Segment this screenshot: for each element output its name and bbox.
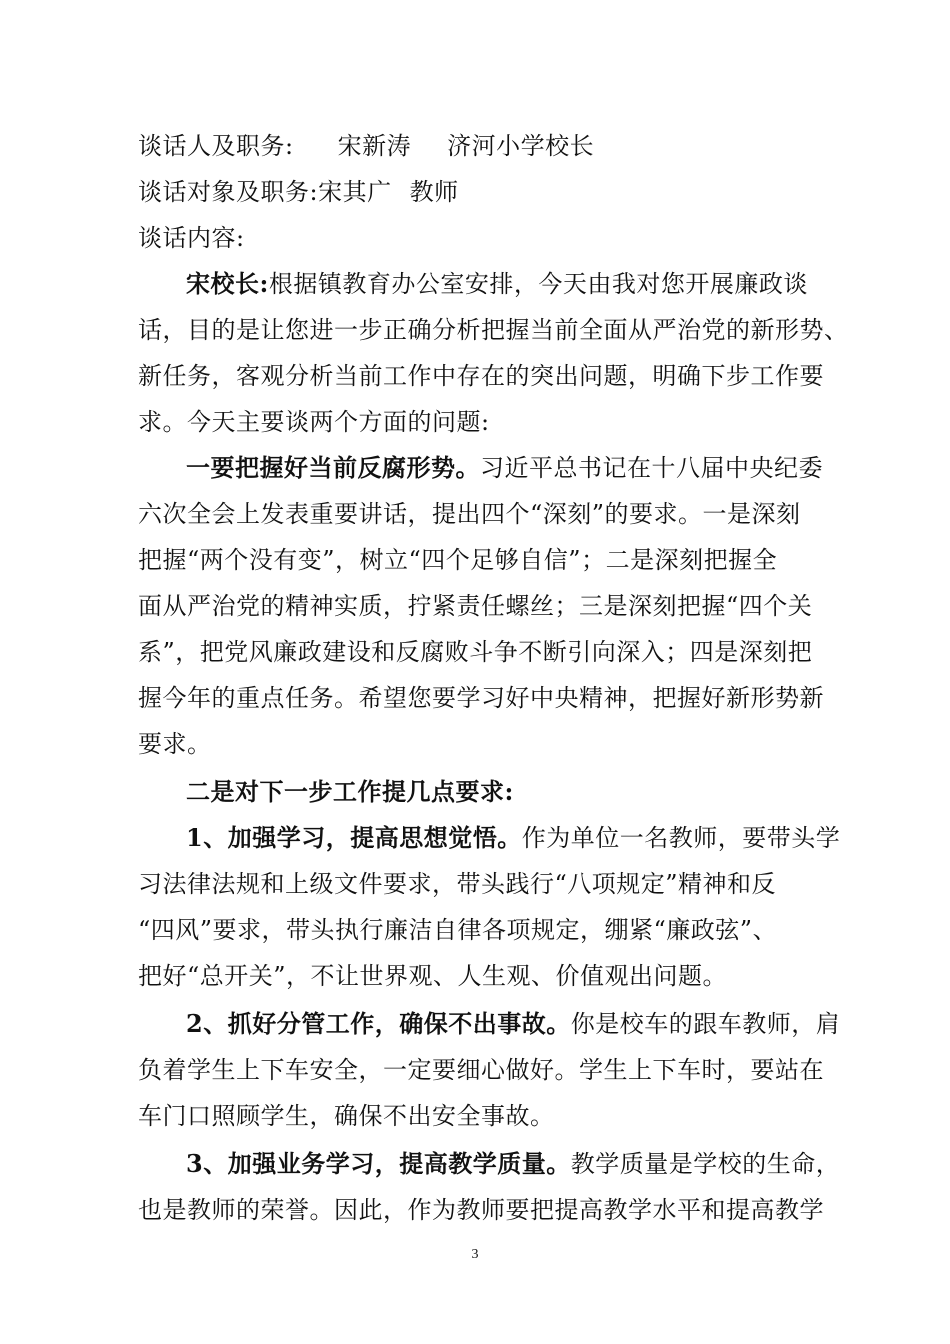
paragraph-text: 作为单位一名教师，要带头学 [521, 824, 841, 852]
paragraph-2-line-5: 系”，把党风廉政建设和反腐败斗争不断引向深入；四是深刻把 [138, 638, 813, 666]
paragraph-2-line-1 [186, 453, 886, 483]
item-1-line-1 [186, 823, 886, 853]
target-label: 谈话对象及职务: [138, 178, 319, 206]
paragraph-text: 你是校车的跟车教师，肩 [570, 1010, 841, 1038]
paragraph-text: 教学质量是学校的生命， [570, 1150, 841, 1178]
item-heading: 3、加强业务学习，提高教学质量。 [186, 1149, 571, 1178]
target-line [138, 177, 838, 207]
paragraph-2-line-7: 要求。 [138, 730, 212, 758]
speaker-line [138, 131, 838, 161]
item-1-line-3: “四风”要求，带头执行廉洁自律各项规定，绷紧“廉政弦”、 [138, 916, 778, 944]
paragraph-text: 根据镇教育办公室安排，今天由我对您开展廉政谈 [268, 270, 808, 298]
item-3-line-1 [186, 1149, 886, 1179]
paragraph-1-line-4: 求。今天主要谈两个方面的问题: [138, 408, 490, 436]
item-heading: 1、加强学习，提高思想觉悟。 [186, 823, 522, 852]
paragraph-2-line-3: 把握“两个没有变”，树立“四个足够自信”；二是深刻把握全 [138, 546, 778, 574]
item-2-line-2: 负着学生上下车安全，一定要细心做好。学生上下车时，要站在 [138, 1056, 824, 1084]
content-label: 谈话内容: [138, 224, 245, 252]
section-heading: 二是对下一步工作提几点要求: [186, 777, 514, 806]
paragraph-1-line-1 [186, 269, 886, 299]
speaker-name: 宋新涛 [337, 132, 412, 160]
item-2-line-3: 车门口照顾学生，确保不出安全事故。 [138, 1102, 555, 1130]
item-1-line-4: 把好“总开关”，不让世界观、人生观、价值观出问题。 [138, 962, 728, 990]
item-heading: 2、抓好分管工作，确保不出事故。 [186, 1009, 571, 1038]
item-2-line-1 [186, 1009, 886, 1039]
page-number: 3 [471, 1247, 479, 1262]
item-1-line-2: 习法律法规和上级文件要求，带头践行“八项规定”精神和反 [138, 870, 777, 898]
paragraph-text: 习近平总书记在十八届中央纪委 [480, 454, 823, 482]
target-title: 教师 [409, 178, 459, 206]
paragraph-2-line-4: 面从严治党的精神实质，拧紧责任螺丝；三是深刻把握“四个关 [138, 592, 813, 620]
section-heading: 一要把握好当前反腐形势。 [186, 453, 480, 482]
speaker-title: 济河小学校长 [447, 132, 595, 160]
paragraph-2-line-6: 握今年的重点任务。希望您要学习好中央精神，把握好新形势新 [138, 684, 824, 712]
paragraph-1-line-3: 新任务，客观分析当前工作中存在的突出问题，明确下步工作要 [138, 362, 824, 390]
item-3-line-2: 也是教师的荣誉。因此，作为教师要把提高教学水平和提高教学 [138, 1196, 824, 1224]
speaker-label: 谈话人及职务: [138, 132, 294, 160]
paragraph-2-line-2: 六次全会上发表重要讲话，提出四个“深刻”的要求。一是深刻 [138, 500, 801, 528]
paragraph-3-heading [186, 777, 886, 807]
paragraph-1-line-2: 话，目的是让您进一步正确分析把握当前全面从严治党的新形势、 [138, 316, 849, 344]
speaker-tag: 宋校长: [186, 269, 269, 298]
target-name: 宋其广 [318, 178, 392, 206]
